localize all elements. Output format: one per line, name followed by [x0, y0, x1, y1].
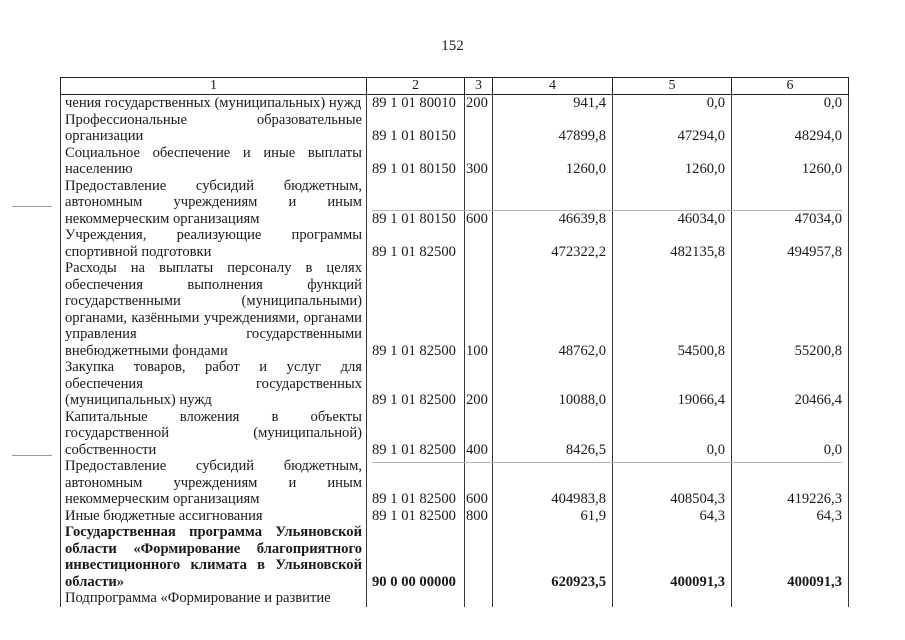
row-expense-type: 100 [465, 260, 493, 359]
row-code: 89 1 01 80010 [367, 95, 465, 112]
row-expense-type [465, 227, 493, 260]
row-value-col4: 48762,0 [493, 260, 613, 359]
row-value-col4 [493, 590, 613, 607]
row-expense-type: 200 [465, 359, 493, 409]
table-header-row [61, 78, 849, 95]
row-value-col4: 620923,5 [493, 524, 613, 590]
row-value-col6 [732, 590, 849, 607]
row-expense-type [465, 112, 493, 145]
row-value-col6: 47034,0 [732, 178, 849, 228]
row-value-col6: 64,3 [732, 508, 849, 525]
row-expense-type: 300 [465, 145, 493, 178]
table-row [61, 145, 849, 178]
page-number: 152 [441, 38, 464, 54]
row-expense-type: 600 [465, 178, 493, 228]
table-row [61, 95, 849, 112]
row-name: Учреждения, реализующие программы спортивной подготовки [61, 227, 367, 260]
row-value-col6: 20466,4 [732, 359, 849, 409]
row-expense-type [465, 524, 493, 590]
row-code: 89 1 01 82500 [367, 409, 465, 459]
row-value-col5: 400091,3 [613, 524, 732, 590]
scan-artifact [372, 210, 842, 211]
row-value-col5: 482135,8 [613, 227, 732, 260]
row-code: 90 0 00 00000 [367, 524, 465, 590]
table-row [61, 359, 849, 409]
row-value-col5 [613, 590, 732, 607]
row-value-col4: 46639,8 [493, 178, 613, 228]
row-name: Государственная программа Ульяновской области «Формирование благоприятного инвестиционного климата в Ульяновской области» [61, 524, 367, 590]
row-code: 89 1 01 80150 [367, 112, 465, 145]
row-name: Социальное обеспечение и иные выплаты населению [61, 145, 367, 178]
table-row [61, 409, 849, 459]
table-row [61, 178, 849, 228]
table-row [61, 508, 849, 525]
row-expense-type: 200 [465, 95, 493, 112]
row-code: 89 1 01 82500 [367, 359, 465, 409]
row-value-col4: 61,9 [493, 508, 613, 525]
row-value-col4: 47899,8 [493, 112, 613, 145]
row-code: 89 1 01 80150 [367, 178, 465, 228]
row-expense-type: 400 [465, 409, 493, 459]
row-expense-type: 800 [465, 508, 493, 525]
header-col-1: 1 [61, 78, 367, 95]
table-row [61, 590, 849, 607]
row-value-col5: 1260,0 [613, 145, 732, 178]
row-code: 89 1 01 80150 [367, 145, 465, 178]
row-value-col6: 400091,3 [732, 524, 849, 590]
row-name: Предоставление субсидий бюджетным, автономным учреждениям и иным некоммерческим организациям [61, 178, 367, 228]
row-value-col6: 419226,3 [732, 458, 849, 508]
row-value-col4: 404983,8 [493, 458, 613, 508]
row-value-col5: 0,0 [613, 409, 732, 459]
row-value-col5: 19066,4 [613, 359, 732, 409]
scan-artifact [372, 462, 842, 463]
table-row [61, 458, 849, 508]
table-row [61, 260, 849, 359]
row-name: Предоставление субсидий бюджетным, автономным учреждениям и иным некоммерческим организациям [61, 458, 367, 508]
table-row [61, 524, 849, 590]
row-value-col4: 941,4 [493, 95, 613, 112]
row-name: Расходы на выплаты персоналу в целях обеспечения выполнения функций государственными (муниципальными) органами, казёнными учреждениями, органами управления государственными внебюджетными фондами [61, 260, 367, 359]
row-value-col5: 408504,3 [613, 458, 732, 508]
row-name: Капитальные вложения в объекты государственной (муниципальной) собственности [61, 409, 367, 459]
header-col-3: 3 [465, 78, 493, 95]
row-value-col6: 1260,0 [732, 145, 849, 178]
scan-artifact [12, 455, 52, 456]
header-col-6: 6 [732, 78, 849, 95]
table-body [61, 95, 849, 607]
row-value-col6: 494957,8 [732, 227, 849, 260]
row-code [367, 590, 465, 607]
row-value-col5: 46034,0 [613, 178, 732, 228]
row-value-col6: 0,0 [732, 95, 849, 112]
header-col-2: 2 [367, 78, 465, 95]
row-value-col6: 48294,0 [732, 112, 849, 145]
row-value-col5: 47294,0 [613, 112, 732, 145]
row-value-col6: 55200,8 [732, 260, 849, 359]
row-value-col5: 54500,8 [613, 260, 732, 359]
row-code: 89 1 01 82500 [367, 227, 465, 260]
row-value-col4: 8426,5 [493, 409, 613, 459]
row-code: 89 1 01 82500 [367, 458, 465, 508]
row-value-col4: 10088,0 [493, 359, 613, 409]
row-name: Закупка товаров, работ и услуг для обеспечения государственных (муниципальных) нужд [61, 359, 367, 409]
header-col-4: 4 [493, 78, 613, 95]
row-value-col4: 472322,2 [493, 227, 613, 260]
row-expense-type: 600 [465, 458, 493, 508]
header-col-5: 5 [613, 78, 732, 95]
row-expense-type [465, 590, 493, 607]
row-value-col5: 0,0 [613, 95, 732, 112]
row-name: Подпрограмма «Формирование и развитие [61, 590, 367, 607]
row-value-col4: 1260,0 [493, 145, 613, 178]
row-name: Иные бюджетные ассигнования [61, 508, 367, 525]
row-value-col6: 0,0 [732, 409, 849, 459]
scan-artifact [12, 206, 52, 207]
row-name: Профессиональные образовательные организации [61, 112, 367, 145]
row-code: 89 1 01 82500 [367, 260, 465, 359]
table-row [61, 227, 849, 260]
row-value-col5: 64,3 [613, 508, 732, 525]
budget-table [60, 77, 849, 607]
row-name: чения государственных (муниципальных) нужд [61, 95, 367, 112]
table-row [61, 112, 849, 145]
row-code: 89 1 01 82500 [367, 508, 465, 525]
